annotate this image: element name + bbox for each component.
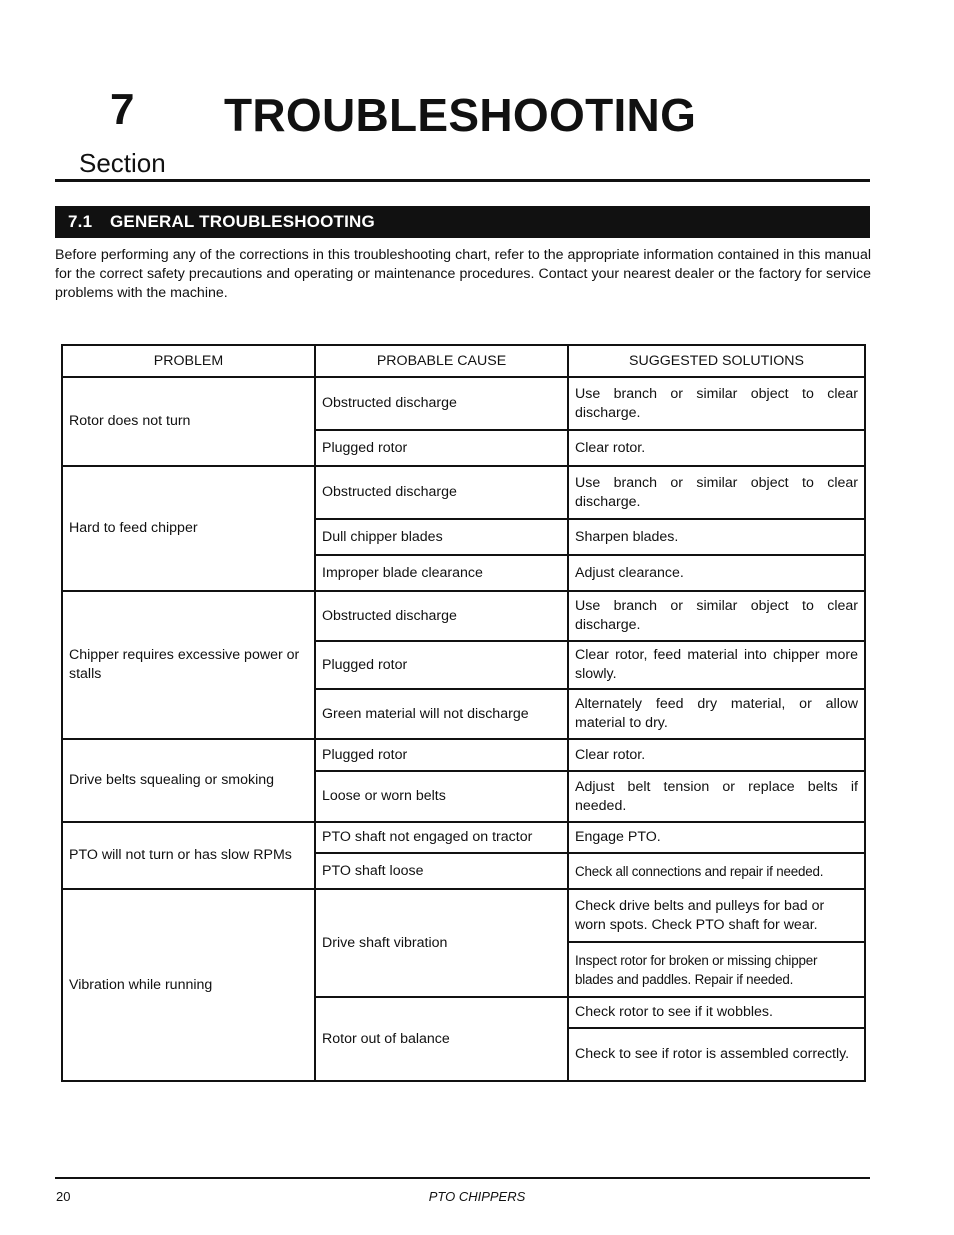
section-label: Section (79, 148, 166, 178)
solution-cell: Check all connections and repair if needed. (568, 853, 865, 889)
subsection-banner (55, 206, 870, 238)
solution-cell: Adjust belt tension or replace belts if needed. (568, 771, 865, 822)
header-cause: PROBABLE CAUSE (315, 345, 568, 377)
table-header-row (62, 345, 865, 377)
solution-cell: Check drive belts and pulleys for bad or worn spots. Check PTO shaft for wear. (568, 889, 865, 942)
solution-cell: Inspect rotor for broken or missing chipper blades and paddles. Repair if needed. (568, 942, 865, 997)
solution-cell: Check to see if rotor is assembled correctly. (568, 1028, 865, 1081)
table-row (62, 377, 865, 430)
cause-cell: Loose or worn belts (315, 771, 568, 822)
footer-rule (55, 1177, 870, 1179)
section-title: TROUBLESHOOTING (224, 89, 697, 141)
table-row (62, 591, 865, 641)
intro-paragraph: Before performing any of the corrections in this troubleshooting chart, refer to the appropriate information contained in this manual for the correct safety precautions and operating or maintenance procedures. Contact your nearest dealer or the factory for service problems with the machine. (55, 247, 871, 301)
solution-cell: Use branch or similar object to clear discharge. (568, 591, 865, 641)
table-row (62, 466, 865, 519)
cause-cell: Plugged rotor (315, 641, 568, 689)
cause-cell: Plugged rotor (315, 739, 568, 771)
table-row (62, 889, 865, 942)
problem-cell: Rotor does not turn (62, 377, 315, 466)
solution-cell: Alternately feed dry material, or allow material to dry. (568, 689, 865, 739)
troubleshooting-table (61, 344, 866, 1082)
header-rule (55, 179, 870, 182)
problem-cell: Hard to feed chipper (62, 466, 315, 591)
cause-cell: PTO shaft loose (315, 853, 568, 889)
cause-cell: Obstructed discharge (315, 591, 568, 641)
cause-cell: Rotor out of balance (315, 997, 568, 1081)
cause-cell: Plugged rotor (315, 430, 568, 466)
header-solutions: SUGGESTED SOLUTIONS (568, 345, 865, 377)
cause-cell: Obstructed discharge (315, 377, 568, 430)
solution-cell: Check rotor to see if it wobbles. (568, 997, 865, 1028)
solution-cell: Clear rotor, feed material into chipper more slowly. (568, 641, 865, 689)
cause-cell: Drive shaft vibration (315, 889, 568, 997)
solution-cell: Engage PTO. (568, 822, 865, 853)
solution-cell: Clear rotor. (568, 739, 865, 771)
section-number: 7 (110, 85, 135, 134)
subsection-number: 7.1 (68, 212, 93, 231)
problem-cell: PTO will not turn or has slow RPMs (62, 822, 315, 889)
cause-cell: Obstructed discharge (315, 466, 568, 519)
solution-cell: Sharpen blades. (568, 519, 865, 555)
problem-cell: Vibration while running (62, 889, 315, 1081)
cause-cell: Improper blade clearance (315, 555, 568, 591)
problem-cell: Drive belts squealing or smoking (62, 739, 315, 822)
solution-cell: Clear rotor. (568, 430, 865, 466)
table-row (62, 822, 865, 853)
cause-cell: Dull chipper blades (315, 519, 568, 555)
footer-title: PTO CHIPPERS (428, 1189, 526, 1204)
solution-cell: Adjust clearance. (568, 555, 865, 591)
solution-cell: Use branch or similar object to clear discharge. (568, 466, 865, 519)
header-problem: PROBLEM (62, 345, 315, 377)
cause-cell: Green material will not discharge (315, 689, 568, 739)
table-row (62, 739, 865, 771)
subsection-title: GENERAL TROUBLESHOOTING (110, 212, 375, 231)
problem-cell: Chipper requires excessive power or stalls (62, 591, 315, 739)
solution-cell: Use branch or similar object to clear discharge. (568, 377, 865, 430)
page-number: 20 (56, 1189, 71, 1204)
cause-cell: PTO shaft not engaged on tractor (315, 822, 568, 853)
